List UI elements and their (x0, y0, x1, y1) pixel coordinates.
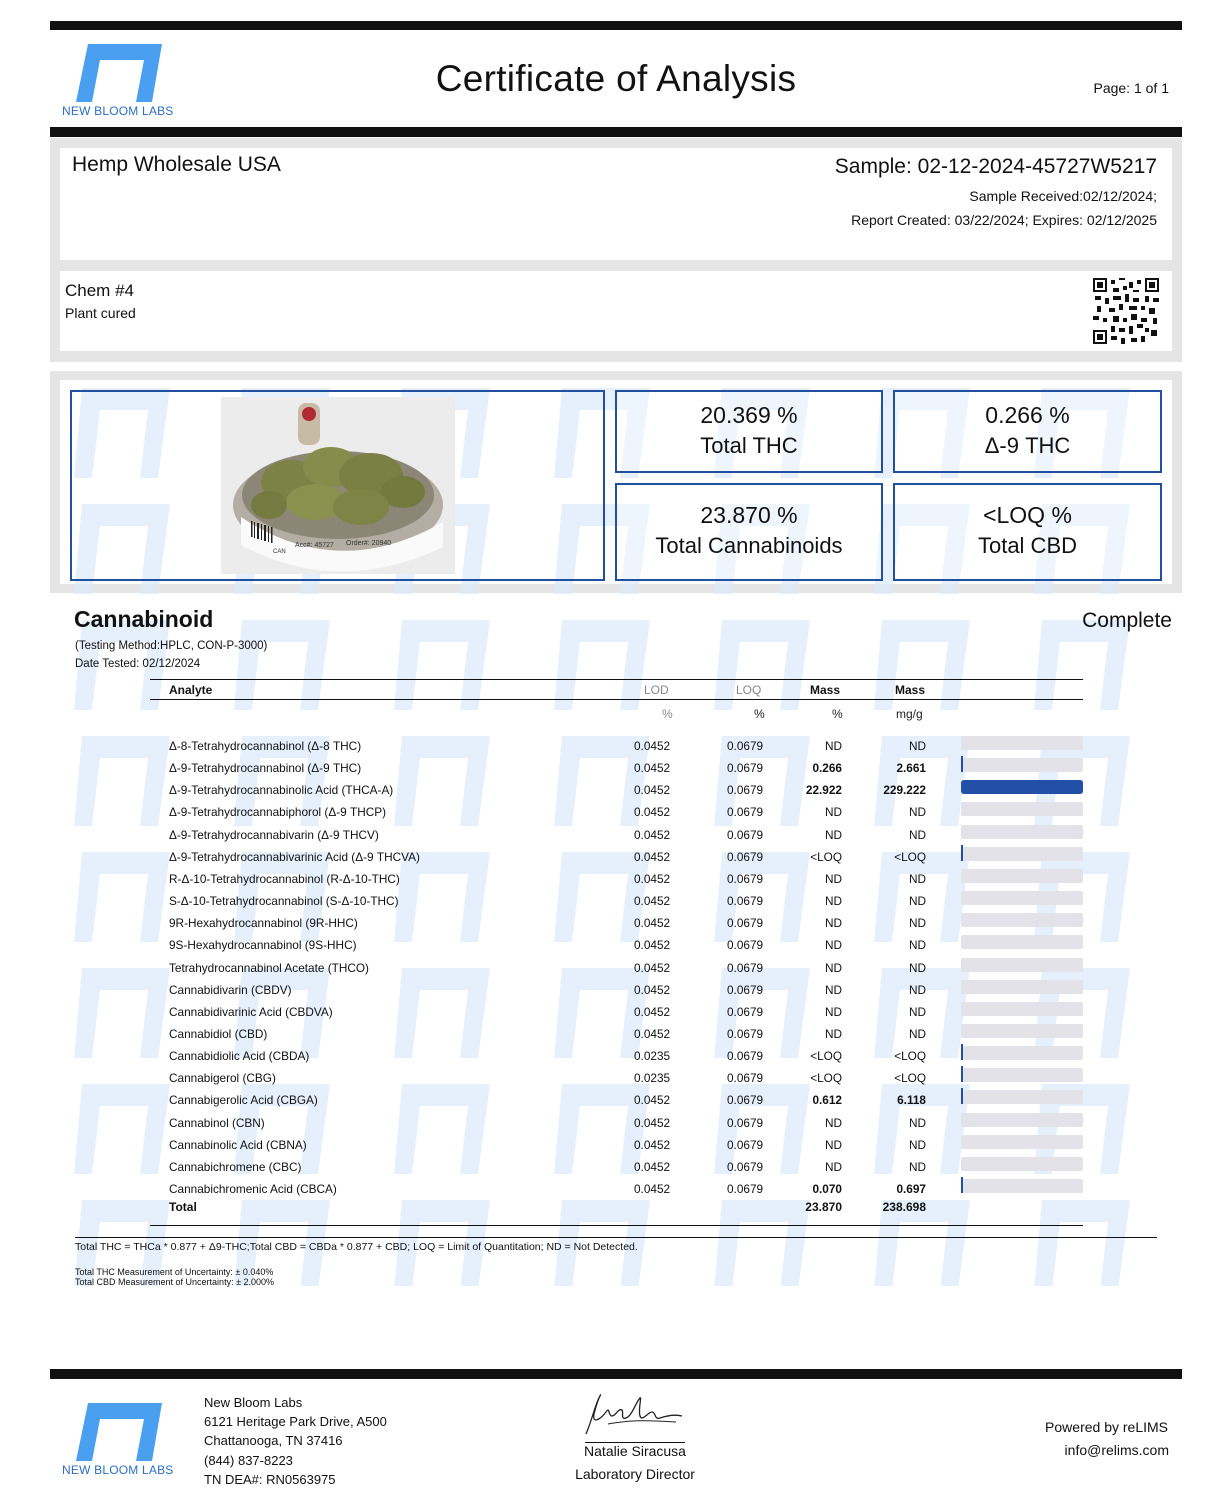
footer-logo-mark-icon (62, 1403, 180, 1463)
mass-pct-value: ND (824, 894, 842, 909)
lod-value: 0.0452 (634, 1182, 671, 1196)
page-number: Page: 1 of 1 (1093, 80, 1169, 96)
analyte-name: Cannabidivarinic Acid (CBDVA) (169, 1004, 333, 1019)
lod-value: 0.0235 (634, 1049, 671, 1064)
loq-value: 0.0679 (727, 1026, 764, 1041)
header-mass-pct: Mass (810, 683, 841, 697)
mass-mg-value: 6.118 (897, 1093, 926, 1108)
analyte-name: R-Δ-10-Tetrahydrocannabinol (R-Δ-10-THC) (169, 871, 400, 886)
cannabis-flower-photo-icon (221, 397, 455, 574)
client-name: Hemp Wholesale USA (72, 153, 281, 176)
analyte-name: Cannabidiol (CBD) (169, 1026, 268, 1041)
uncertainty-thc: Total THC Measurement of Uncertainty: ± 0.040% (75, 1267, 274, 1277)
loq-value: 0.0679 (727, 1137, 764, 1152)
level-bar (961, 958, 1083, 972)
lod-value: 0.0452 (634, 1093, 671, 1108)
analyte-name: Δ-8-Tetrahydrocannabinol (Δ-8 THC) (169, 739, 362, 753)
loq-value: 0.0679 (727, 982, 764, 997)
level-bar (961, 1135, 1083, 1149)
total-cbd-card (893, 483, 1162, 581)
level-bar (961, 980, 1083, 994)
loq-value: 0.0679 (727, 739, 764, 753)
footer-logo (62, 1403, 180, 1479)
address-line: TN DEA#: RN0563975 (204, 1471, 336, 1487)
mass-mg-value: ND (908, 938, 926, 953)
product-name: Chem #4 (65, 281, 134, 300)
analyte-name: Cannabidivarin (CBDV) (169, 982, 292, 997)
analyte-name: Δ-9-Tetrahydrocannabiphorol (Δ-9 THCP) (169, 805, 387, 820)
lod-value: 0.0452 (634, 916, 671, 931)
level-bar (961, 1090, 1083, 1104)
lod-value: 0.0235 (634, 1071, 671, 1086)
loq-value: 0.0679 (727, 1115, 764, 1130)
total-cannabinoids-card (615, 483, 883, 581)
mass-mg-value: ND (908, 916, 926, 931)
qr-code-icon (1093, 278, 1159, 344)
level-bar-fill (961, 780, 1083, 794)
footer-rule (50, 1369, 1182, 1379)
lab-address (204, 1393, 387, 1489)
analyte-name: Δ-9-Tetrahydrocannabivarinic Acid (Δ-9 THCVA) (169, 849, 420, 864)
total-mg: 238.698 (882, 1200, 926, 1214)
loq-value: 0.0679 (727, 805, 764, 820)
powered-by: Powered by reLIMS (1045, 1419, 1168, 1435)
level-bar-tick (961, 1044, 963, 1060)
mass-mg-value: 229.222 (883, 783, 926, 798)
total-pct: 23.870 (805, 1200, 842, 1214)
section-title: Cannabinoid (74, 606, 214, 632)
analyte-name: Cannabinolic Acid (CBNA) (169, 1137, 307, 1152)
contact-email[interactable]: info@relims.com (1064, 1442, 1169, 1458)
mass-mg-value: ND (908, 960, 926, 975)
level-bar (961, 1113, 1083, 1127)
lod-value: 0.0452 (634, 761, 671, 776)
level-bar (961, 1024, 1083, 1038)
level-bar (961, 891, 1083, 905)
unit-mass-mg: mg/g (896, 707, 923, 721)
level-bar-tick (961, 1177, 963, 1193)
lod-value: 0.0452 (634, 1137, 671, 1152)
table-rule-sub (150, 699, 1083, 700)
unit-mass-pct: % (832, 707, 843, 721)
level-bar (961, 869, 1083, 883)
lod-value: 0.0452 (634, 1159, 671, 1174)
table-rule-bottom (150, 1225, 1083, 1226)
mass-pct-value: ND (824, 1137, 842, 1152)
mass-mg-value: 0.697 (896, 1182, 926, 1196)
sample-received: Sample Received:02/12/2024; (969, 188, 1157, 204)
loq-value: 0.0679 (727, 938, 764, 953)
level-bar (961, 802, 1083, 816)
header-analyte: Analyte (169, 683, 213, 697)
footnote-rule (75, 1237, 1157, 1238)
analyte-name: Cannabichromene (CBC) (169, 1159, 302, 1174)
mass-mg-value: <LOQ (894, 1071, 926, 1086)
level-bar (961, 935, 1083, 949)
sample-id: Sample: 02-12-2024-45727W5217 (834, 155, 1157, 178)
level-bar (961, 847, 1083, 861)
mass-mg-value: ND (908, 1026, 926, 1041)
header-loq: LOQ (736, 683, 762, 697)
mass-pct-value: ND (824, 871, 842, 886)
logo-text: NEW BLOOM LABS (62, 104, 174, 118)
mass-pct-value: 22.922 (805, 783, 842, 798)
mass-pct-value: ND (824, 1004, 842, 1019)
loq-value: 0.0679 (727, 916, 764, 931)
mass-mg-value: ND (908, 1004, 926, 1019)
product-type: Plant cured (65, 305, 136, 321)
address-line: Chattanooga, TN 37416 (204, 1433, 343, 1449)
lod-value: 0.0452 (634, 894, 671, 909)
date-tested: Date Tested: 02/12/2024 (75, 658, 201, 670)
level-bar (961, 1157, 1083, 1171)
unit-loq: % (754, 707, 765, 721)
header-bottom-rule (50, 127, 1182, 137)
photo-can-label: CAN (273, 549, 286, 555)
analyte-name: Cannabinol (CBN) (169, 1115, 265, 1130)
lod-value: 0.0452 (634, 805, 671, 820)
address-line: (844) 837-8223 (204, 1452, 293, 1468)
signer-name: Natalie Siracusa (584, 1443, 686, 1459)
lod-value: 0.0452 (634, 739, 671, 753)
footnote: Total THC = THCa * 0.877 + Δ9-THC;Total CBD = CBDa * 0.877 + CBD; LOQ = Limit of Quantitation; ND = Not Detected. (75, 1241, 638, 1253)
footer-logo-text: NEW BLOOM LABS (62, 1463, 174, 1477)
total-cannabinoids-label: Total Cannabinoids (655, 533, 843, 558)
level-bar (961, 758, 1083, 772)
address-line: 6121 Heritage Park Drive, A500 (204, 1414, 387, 1430)
lod-value: 0.0452 (634, 960, 671, 975)
section-status: Complete (1082, 609, 1172, 632)
header-mass-mg: Mass (895, 683, 926, 697)
lod-value: 0.0452 (634, 1026, 671, 1041)
mass-mg-value: ND (908, 1159, 926, 1174)
level-bar (961, 913, 1083, 927)
mass-mg-value: <LOQ (894, 1049, 926, 1064)
analyte-name: S-Δ-10-Tetrahydrocannabinol (S-Δ-10-THC) (169, 894, 399, 909)
total-cbd-label: Total CBD (977, 533, 1078, 558)
mass-pct-value: ND (824, 827, 842, 842)
testing-method: (Testing Method:HPLC, CON-P-3000) (75, 640, 268, 652)
mass-mg-value: ND (908, 871, 926, 886)
level-bar (961, 1068, 1083, 1082)
analyte-name: Cannabigerol (CBG) (169, 1071, 276, 1086)
loq-value: 0.0679 (727, 827, 764, 842)
level-bar (961, 1046, 1083, 1060)
total-cbd-value: <LOQ % (983, 502, 1072, 528)
unit-lod: % (662, 707, 673, 721)
page-title: Certificate of Analysis (435, 58, 797, 99)
mass-mg-value: ND (908, 1115, 926, 1130)
analyte-name: Cannabigerolic Acid (CBGA) (169, 1093, 318, 1108)
loq-value: 0.0679 (727, 1182, 764, 1196)
lod-value: 0.0452 (634, 849, 671, 864)
analyte-name: Tetrahydrocannabinol Acetate (THCO) (169, 960, 369, 975)
uncertainty-cbd: Total CBD Measurement of Uncertainty: ± 2.000% (75, 1277, 275, 1287)
mass-mg-value: ND (908, 1137, 926, 1152)
analyte-name: Δ-9-Tetrahydrocannabivarin (Δ-9 THCV) (169, 827, 379, 842)
mass-pct-value: <LOQ (810, 1071, 842, 1086)
header-top-rule (50, 21, 1182, 30)
total-thc-value: 20.369 % (700, 402, 798, 428)
lod-value: 0.0452 (634, 871, 671, 886)
loq-value: 0.0679 (727, 1093, 764, 1108)
d9-thc-value: 0.266 % (985, 402, 1070, 428)
mass-pct-value: ND (824, 916, 842, 931)
loq-value: 0.0679 (727, 783, 764, 798)
loq-value: 0.0679 (727, 960, 764, 975)
header-lod: LOD (644, 683, 669, 697)
mass-mg-value: ND (908, 739, 926, 753)
report-dates: Report Created: 03/22/2024; Expires: 02/12/2025 (851, 212, 1157, 228)
lod-value: 0.0452 (634, 783, 671, 798)
photo-acc-label: Acc#: 45727 (295, 542, 334, 549)
level-bar (961, 1002, 1083, 1016)
mass-pct-value: ND (824, 1026, 842, 1041)
lod-value: 0.0452 (634, 1115, 671, 1130)
mass-pct-value: <LOQ (810, 849, 842, 864)
analyte-name: 9R-Hexahydrocannabinol (9R-HHC) (169, 916, 358, 931)
mass-mg-value: <LOQ (894, 849, 926, 864)
mass-pct-value: ND (824, 1159, 842, 1174)
total-label: Total (169, 1200, 197, 1214)
level-bar-tick (961, 1066, 963, 1082)
loq-value: 0.0679 (727, 871, 764, 886)
sample-photo (221, 397, 455, 574)
mass-pct-value: ND (824, 805, 842, 820)
address-line: New Bloom Labs (204, 1395, 303, 1410)
lod-value: 0.0452 (634, 938, 671, 953)
mass-pct-value: 0.612 (812, 1093, 842, 1108)
loq-value: 0.0679 (727, 1159, 764, 1174)
loq-value: 0.0679 (727, 849, 764, 864)
analyte-name: Δ-9-Tetrahydrocannabinol (Δ-9 THC) (169, 761, 362, 776)
analyte-name: Δ-9-Tetrahydrocannabinolic Acid (THCA-A) (169, 783, 394, 798)
analyte-name: Cannabidiolic Acid (CBDA) (169, 1049, 310, 1064)
level-bar-tick (961, 756, 963, 772)
lod-value: 0.0452 (634, 982, 671, 997)
loq-value: 0.0679 (727, 1049, 764, 1064)
level-bar-tick (961, 1088, 963, 1104)
level-bar (961, 1179, 1083, 1193)
analyte-name: Cannabichromenic Acid (CBCA) (169, 1182, 337, 1196)
level-bar-tick (961, 845, 963, 861)
total-thc-label: Total THC (700, 433, 798, 458)
analyte-name: 9S-Hexahydrocannabinol (9S-HHC) (169, 938, 357, 953)
d9-thc-card (893, 390, 1162, 473)
level-bar (961, 825, 1083, 839)
total-thc-card (615, 390, 883, 473)
loq-value: 0.0679 (727, 894, 764, 909)
total-cannabinoids-value: 23.870 % (700, 502, 798, 528)
mass-pct-value: <LOQ (810, 1049, 842, 1064)
mass-mg-value: ND (908, 982, 926, 997)
table-rule-top (150, 679, 1083, 680)
mass-pct-value: ND (824, 739, 842, 753)
mass-pct-value: ND (824, 1115, 842, 1130)
loq-value: 0.0679 (727, 761, 764, 776)
mass-mg-value: ND (908, 805, 926, 820)
level-bar (961, 780, 1083, 794)
mass-pct-value: ND (824, 982, 842, 997)
mass-pct-value: 0.266 (812, 761, 842, 776)
mass-pct-value: ND (824, 938, 842, 953)
signature-icon (578, 1390, 688, 1438)
d9-thc-label: Δ-9 THC (984, 433, 1071, 458)
loq-value: 0.0679 (727, 1071, 764, 1086)
mass-mg-value: 2.661 (896, 761, 926, 776)
lod-value: 0.0452 (634, 1004, 671, 1019)
photo-order-label: Order#: 20940 (346, 540, 392, 547)
mass-mg-value: ND (908, 827, 926, 842)
mass-mg-value: ND (908, 894, 926, 909)
loq-value: 0.0679 (727, 1004, 764, 1019)
signer-title: Laboratory Director (575, 1466, 695, 1482)
lod-value: 0.0452 (634, 827, 671, 842)
mass-pct-value: ND (824, 960, 842, 975)
mass-pct-value: 0.070 (812, 1182, 842, 1196)
level-bar (961, 736, 1083, 750)
